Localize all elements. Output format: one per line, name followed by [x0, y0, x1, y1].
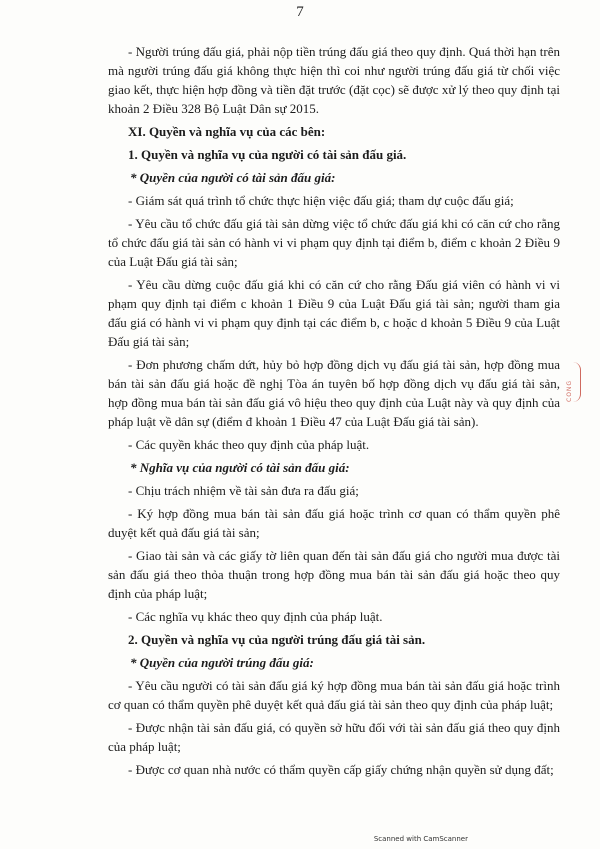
paragraph: - Các quyền khác theo quy định của pháp luật.	[128, 437, 370, 452]
section-heading: XI. Quyền và nghĩa vụ của các bên:	[128, 124, 326, 139]
paragraph: - Chịu trách nhiệm về tài sản đưa ra đấu giá;	[128, 483, 359, 498]
paragraph: - Giám sát quá trình tổ chức thực hiện việc đấu giá; tham dự cuộc đấu giá;	[128, 193, 514, 208]
stamp-fragment: CÔNG	[566, 362, 581, 402]
document-body	[108, 42, 560, 783]
section-heading: 1. Quyền và nghĩa vụ của người có tài sản đấu giá.	[128, 147, 407, 162]
section-heading: * Nghĩa vụ của người có tài sản đấu giá:	[130, 460, 350, 475]
paragraph: - Yêu cầu dừng cuộc đấu giá khi có căn cứ cho rằng Đấu giá viên có hành vi vi phạm quy định tại điểm c khoản 1 Điều 9 của Luật Đấu giá tài sản; người tham gia đấu giá có hành vi vi phạm quy định tại các điểm b, c hoặc d khoản 5 Điều 9 của Luật Đấu giá tài sản;	[108, 277, 560, 349]
paragraph: - Giao tài sản và các giấy tờ liên quan đến tài sản đấu giá cho người mua được tài sản đấu giá theo thỏa thuận trong hợp đồng mua bán tài sản đấu giá hoặc theo quy định của pháp luật;	[108, 548, 560, 601]
section-heading: 2. Quyền và nghĩa vụ của người trúng đấu giá tài sản.	[128, 632, 426, 647]
paragraph: - Được cơ quan nhà nước có thẩm quyền cấp giấy chứng nhận quyền sử dụng đất;	[128, 762, 554, 777]
paragraph: - Yêu cầu người có tài sản đấu giá ký hợp đồng mua bán tài sản đấu giá hoặc trình cơ quan có thẩm quyền phê duyệt kết quả đấu giá tài sản theo quy định của pháp luật;	[108, 678, 560, 712]
section-heading: * Quyền của người có tài sản đấu giá:	[130, 170, 336, 185]
paragraph: - Ký hợp đồng mua bán tài sản đấu giá hoặc trình cơ quan có thẩm quyền phê duyệt kết quả đấu giá tài sản;	[108, 506, 560, 540]
paragraph: - Đơn phương chấm dứt, hủy bỏ hợp đồng dịch vụ đấu giá tài sản, hợp đồng mua bán tài sản đấu giá hoặc đề nghị Tòa án tuyên bố hợp đồng dịch vụ đấu giá tài sản, hợp đồng mua bán tài sản đấu giá vô hiệu theo quy định của Luật này và quy định của pháp luật về dân sự (điểm đ khoản 1 Điều 47 của Luật Đấu giá tài sản).	[108, 357, 560, 429]
paragraph: - Yêu cầu tổ chức đấu giá tài sản dừng việc tổ chức đấu giá khi có căn cứ cho rằng tổ chức đấu giá tài sản có hành vi vi phạm quy định tại điểm b, điểm c khoản 2 Điều 9 của Luật Đấu giá tài sản;	[108, 216, 560, 269]
paragraph: - Người trúng đấu giá, phải nộp tiền trúng đấu giá theo quy định. Quá thời hạn trên mà người trúng đấu giá không thực hiện thì coi như người trúng đấu giá từ chối việc giao kết, thực hiện hợp đồng và tiền đặt trước (đặt cọc) sẽ được xử lý theo quy định tại khoản 2 Điều 328 Bộ Luật Dân sự 2015.	[108, 44, 560, 116]
section-heading: * Quyền của người trúng đấu giá:	[130, 655, 314, 670]
scanner-footer: Scanned with CamScanner	[373, 835, 468, 843]
paragraph: - Được nhận tài sản đấu giá, có quyền sở hữu đối với tài sản đấu giá theo quy định của pháp luật;	[108, 720, 560, 754]
page-number: 7	[296, 4, 304, 20]
paragraph: - Các nghĩa vụ khác theo quy định của pháp luật.	[128, 609, 383, 624]
